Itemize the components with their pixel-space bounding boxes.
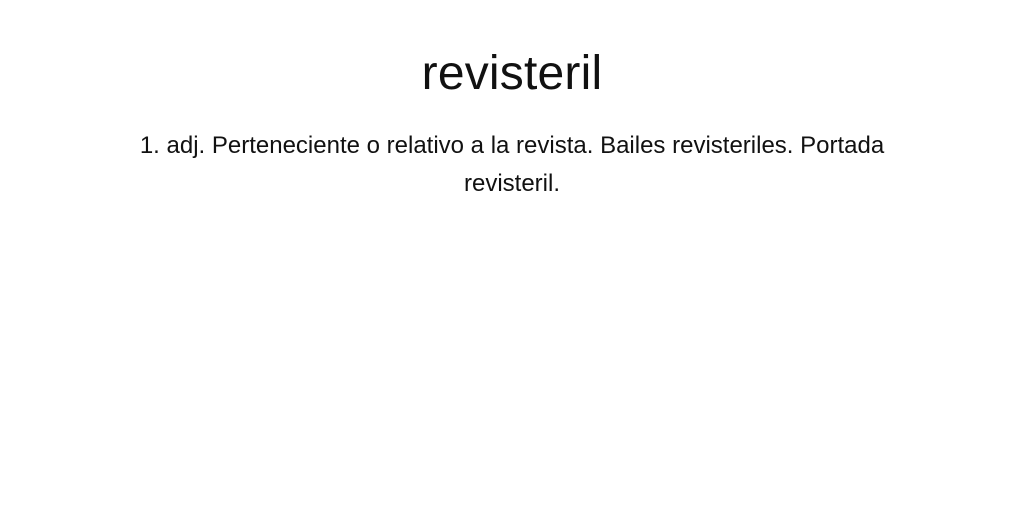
entry-definition: 1. adj. Perteneciente o relativo a la revista. Bailes revisteriles. Portada revisteril. bbox=[139, 132, 885, 197]
entry-headword: revisteril bbox=[421, 47, 603, 100]
